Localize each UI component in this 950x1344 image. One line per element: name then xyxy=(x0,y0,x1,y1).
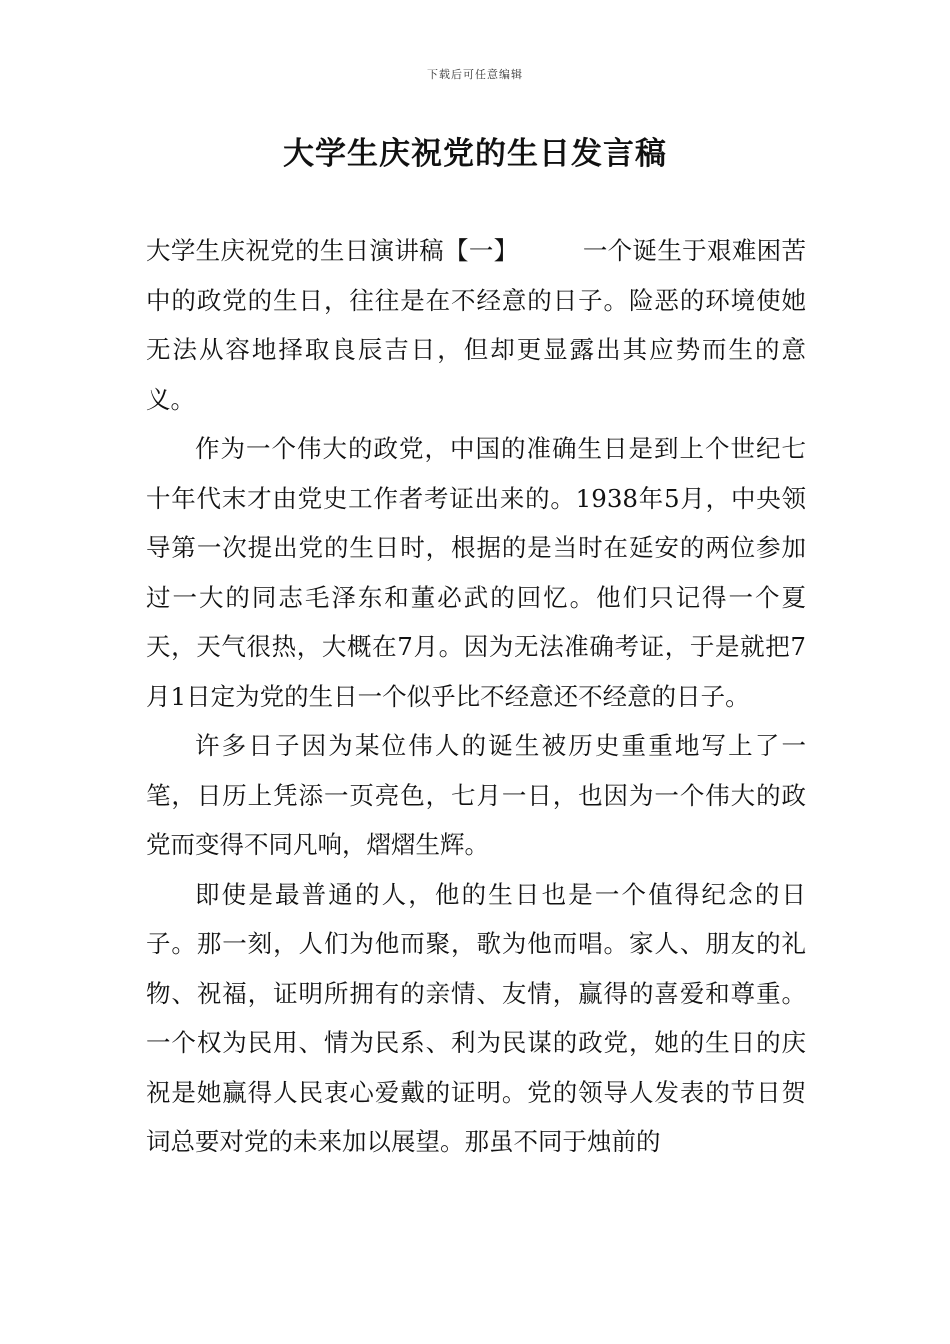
paragraph-2: 作为一个伟大的政党，中国的准确生日是到上个世纪七十年代末才由党史工作者考证出来的。1938年5月，中央领导第一次提出党的生日时，根据的是当时在延安的两位参加过一大的同志毛泽东和董必武的回忆。他们只记得一个夏天，天气很热，大概在7月。因为无法准确考证，于是就把7月1日定为党的生日一个似乎比不经意还不经意的日子。 xyxy=(146,434,806,711)
section-heading: 大学生庆祝党的生日演讲稿【一】 xyxy=(146,236,519,265)
paragraph-1-text: 一个诞生于艰难困苦中的政党的生日，往往是在不经意的日子。险恶的环境使她无法从容地择取良辰吉日，但却更显露出其应势而生的意义。 xyxy=(146,236,806,414)
paragraph-1 xyxy=(146,226,806,424)
page-title: 大学生庆祝党的生日发言稿 xyxy=(283,136,667,172)
header-note: 下载后可任意编辑 xyxy=(427,68,523,81)
paragraph-3: 许多日子因为某位伟人的诞生被历史重重地写上了一笔，日历上凭添一页亮色，七月一日，也因为一个伟大的政党而变得不同凡响，熠熠生辉。 xyxy=(146,731,806,859)
document-body xyxy=(146,226,806,1167)
paragraph-4: 即使是最普通的人，他的生日也是一个值得纪念的日子。那一刻，人们为他而聚，歌为他而唱。家人、朋友的礼物、祝福，证明所拥有的亲情、友情，赢得的喜爱和尊重。一个权为民用、情为民系、利为民谋的政党，她的生日的庆祝是她赢得人民衷心爱戴的证明。党的领导人发表的节日贺词总要对党的未来加以展望。那虽不同于烛前的 xyxy=(146,879,806,1156)
